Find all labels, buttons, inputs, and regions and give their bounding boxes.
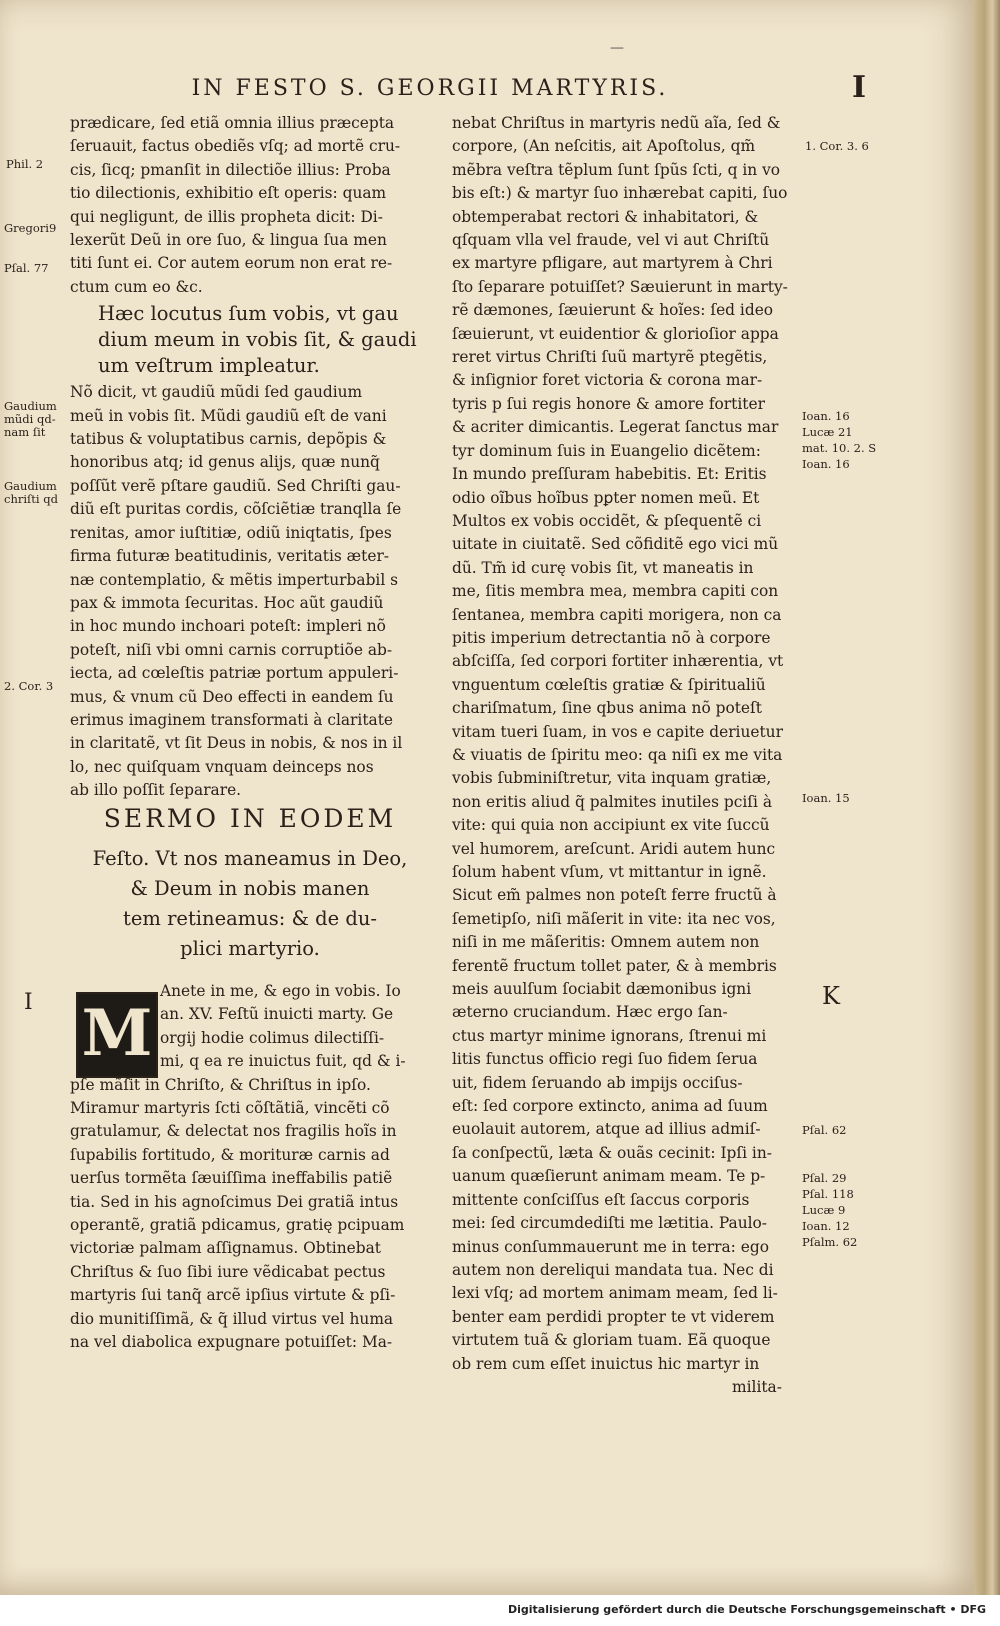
margin-note-ioan16a: Ioan. 16 <box>802 409 850 423</box>
text-line: ctus martyr minime ignorans, ſtrenui mi <box>452 1026 767 1045</box>
margin-note-psal118: Pſal. 118 <box>802 1187 854 1201</box>
text-line: Chriſtus & ſuo ſibi iure vẽdicabat pectus <box>70 1262 386 1281</box>
text-line: ſeruauit, factus obediẽs vſq; ad mortẽ cru- <box>70 137 401 156</box>
text-line: niſi in me mãſeritis: Omnem autem non <box>452 933 760 952</box>
text-line: ferentẽ fructum tollet pater, & à membris <box>452 956 777 975</box>
text-line: benter eam perdidi propter te vt viderem <box>452 1307 775 1326</box>
text-line: plici martyrio. <box>180 937 320 960</box>
text-line: poteſt, niſi vbi omni carnis corruptiõe ab- <box>70 640 393 659</box>
text-line: autem non dereliqui mandata tua. Nec di <box>452 1260 774 1279</box>
text-line: næ contemplatio, & mẽtis imperturbabil s <box>70 570 399 589</box>
text-line: uanum quæſierunt animam meam. Te p- <box>452 1167 766 1186</box>
note-line: mũdi qd- <box>4 412 56 426</box>
text-line: qui negligunt, de illis propheta dicit: Di- <box>70 207 383 226</box>
text-line: lexerũt Deũ in ore ſuo, & lingua ſua men <box>70 231 387 250</box>
text-line: orgij hodie colimus dilectiſſi- <box>160 1028 385 1047</box>
text-line: tyris p ſui regis honore & amore fortiter <box>452 394 765 413</box>
text-line: meis auulſum ſociabit dæmonibus igni <box>452 980 752 999</box>
text-line: virtutem tuã & gloriam tuam. Eã quoque <box>452 1331 771 1350</box>
text-line: poſſũt verẽ pſtare gaudiũ. Sed Chriſti gau- <box>70 476 401 495</box>
text-line: reret virtus Chriſti ſuũ martyrẽ ptegẽtis, <box>452 348 768 367</box>
text-line: um veſtrum impleatur. <box>98 354 320 378</box>
text-line: vobis ſubminiſtretur, vita inquam gratiæ, <box>452 769 772 788</box>
scripture-quote <box>70 301 430 379</box>
text-line: Anete in me, & ego in vobis. Io <box>160 982 401 1000</box>
text-line: vitam tueri ſuam, in vos e capite deriuetur <box>452 722 783 741</box>
text-line: ſæuierunt, vt euidentior & glorioſior appa <box>452 324 779 343</box>
margin-note-phil: Phil. 2 <box>6 157 44 171</box>
sermo-title: SERMO IN EODEM <box>103 804 397 833</box>
left-column <box>70 112 430 803</box>
text-line: titi ſunt ei. Cor autem eorum non erat re- <box>70 254 393 273</box>
signature-letter-K: K <box>822 982 840 1010</box>
text-line: euolauit autorem, atque ad illius admiſ- <box>452 1120 761 1139</box>
sermo-heading-block <box>70 802 430 964</box>
margin-note-ioan12: Ioan. 12 <box>802 1219 850 1233</box>
initial-letter: M <box>81 996 153 1071</box>
margin-note-cor3: 2. Cor. 3 <box>4 679 54 693</box>
text-line: qſquam vlla vel fraude, vel vi aut Chriſtũ <box>452 231 770 250</box>
text-line: ſentanea, membra capiti morigera, non ca <box>452 605 782 624</box>
text-line: prædicare, ſed etiã omnia illius præcepta <box>70 114 395 132</box>
text-line: me, ſitis membra mea, membra capiti con <box>452 582 779 601</box>
text-line: renitas, amor iuſtitiæ, odiũ iniqtatis, ſpes <box>70 523 392 542</box>
catchword: milita- <box>732 1377 782 1396</box>
margin-note-matt: mat. 10. 2. S <box>802 441 877 455</box>
right-column <box>452 112 797 1399</box>
text-line: pitis imperium detrectantia nõ à corpore <box>452 628 771 647</box>
text-line: pax & immota ſecuritas. Hoc aũt gaudiũ <box>70 593 384 612</box>
text-line: tio dilectionis, exhibitio eſt operis: quam <box>70 184 387 203</box>
text-line: ab illo poſſit ſeparare. <box>70 781 242 800</box>
text-line: tyr dominum ſuis in Euangelio dicẽtem: <box>452 441 761 460</box>
text-line: obtemperabat rectori & inhabitatori, & <box>452 207 759 226</box>
text-line: honoribus atq; id genus alijs, quæ nunq̃ <box>70 453 380 472</box>
text-line: ſolum habent vſum, vt mittantur in ignẽ. <box>452 863 767 881</box>
sermo-body <box>70 1074 430 1355</box>
note-line: Gaudium <box>4 399 57 413</box>
page-edge <box>974 0 1000 1595</box>
text-line: mi, q ea re inuictus fuit, qd & i- <box>160 1052 406 1071</box>
left-paragraph-2 <box>70 381 430 802</box>
margin-note-psal77: Pſal. 77 <box>4 261 49 275</box>
text-line: minus conſummauerunt me in terra: ego <box>452 1237 769 1256</box>
text-line: operantẽ, gratiã pdicamus, gratię pcipuam <box>70 1216 405 1235</box>
note-line: nam ſit <box>4 425 46 439</box>
running-head: IN FESTO S. GEORGII MARTYRIS. <box>191 76 669 101</box>
text-line: uitate in ciuitatẽ. Sed cõfiditẽ ego vici mũ <box>452 535 779 554</box>
text-line: gratulamur, & delectat nos fragilis hoĩs in <box>70 1122 397 1141</box>
text-line: dio munitiſſimã, & q̃ illud virtus vel huma <box>70 1309 394 1328</box>
text-line: mittente conſciſſus eſt ſaccus corporis <box>452 1190 750 1209</box>
margin-note-lucae21: Lucæ 21 <box>802 425 853 439</box>
text-line: tatibus & voluptatibus carnis, depõpis & <box>70 430 387 449</box>
text-line: Nõ dicit, vt gaudiũ mũdi ſed gaudium <box>70 383 363 402</box>
text-line: in claritatẽ, vt ſit Deus in nobis, & nos in il <box>70 734 403 753</box>
text-line: abſciſſa, ſed corpori fortiter inhærentia, vt <box>452 652 784 671</box>
text-line: ex martyre pfligare, aut martyrem à Chri <box>452 254 773 273</box>
text-line: ctum cum eo &c. <box>70 277 203 296</box>
text-line: In mundo preſſuram habebitis. Et: Eritis <box>452 465 767 484</box>
text-line: lexi vſq; ad mortem animam meam, ſed li- <box>452 1284 778 1303</box>
text-line: mẽbra veſtra tẽplum ſunt ſpũs ſcti, q in vo <box>452 160 781 179</box>
footer-credit: Digitalisierung gefördert durch die Deutsche Forschungsgemeinschaft • DFG <box>507 1603 986 1616</box>
text-line: tem retineamus: & de du- <box>123 907 377 930</box>
text-line: in hoc mundo inchoari poteſt: impleri nõ <box>70 617 386 636</box>
text-line: dium meum in vobis ſit, & gaudi <box>98 328 417 352</box>
text-line: Miramur martyris ſcti cõſtãtiã, vincẽti cõ <box>70 1099 390 1117</box>
text-line: ſemetipſo, niſi mãſerit in vite: ita nec vos, <box>452 909 776 928</box>
text-line: æterno cruciandum. Hæc ergo ſan- <box>452 1003 728 1022</box>
text-line: firma futuræ beatitudinis, veritatis æter- <box>70 547 389 566</box>
text-line: mei: ſed circumdediſti me lætitia. Paulo- <box>452 1214 768 1233</box>
text-line: litis functus officio regi ſuo fidem ſerua <box>452 1050 758 1069</box>
text-line: vnguentum cœleſtis gratiæ & ſpiritualiũ <box>452 675 766 694</box>
text-line: non eritis aliud q̃ palmites inutiles pciſi à <box>452 792 772 811</box>
margin-note-gaudium-mundi <box>4 400 57 439</box>
text-line: meũ in vobis ſit. Mũdi gaudiũ eſt de vani <box>70 406 387 425</box>
note-line: chriſti qd <box>4 492 58 506</box>
text-line: mus, & vnum cũ Deo effecti in eandem ſu <box>70 687 394 706</box>
note-line: Gaudium <box>4 479 57 493</box>
signature-letter-I: I <box>24 990 33 1015</box>
text-line: victoriæ palmam aſſignamus. Obtinebat <box>70 1239 381 1258</box>
text-line: cis, ſicq; pmanſit in dilectiõe illius: Proba <box>70 160 391 179</box>
text-line: diũ eſt puritas cordis, cõſciẽtiæ tranqlla ſe <box>70 500 402 519</box>
text-line: uit, fidem ſeruando ab impijs occiſus- <box>452 1073 743 1092</box>
margin-note-psal62: Pſal. 62 <box>802 1123 847 1137</box>
margin-note-lucae9: Lucæ 9 <box>802 1203 846 1217</box>
text-line: & Deum in nobis manen <box>130 877 370 900</box>
text-line: Hæc locutus ſum vobis, vt gau <box>98 302 399 326</box>
text-line: vel humorem, areſcunt. Aridi autem hunc <box>452 839 776 858</box>
text-line: lo, nec quiſquam vnquam deinceps nos <box>70 757 374 776</box>
margin-note-gregorius: Gregori9 <box>4 221 57 235</box>
right-column-lines <box>452 112 797 1376</box>
text-line: na vel diabolica expugnare potuiſſet: Ma- <box>70 1333 393 1352</box>
text-line: Feſto. Vt nos maneamus in Deo, <box>92 847 408 870</box>
margin-note-ioan16b: Ioan. 16 <box>802 457 850 471</box>
text-line: & viuatis de ſpiritu meo: qa niſi ex me vita <box>452 745 783 764</box>
decorated-initial <box>76 992 158 1078</box>
text-line: ob rem cum eſſet inuictus hic martyr in <box>452 1354 760 1373</box>
text-line: eſt: ſed corpore extincto, anima ad ſuum <box>452 1097 768 1116</box>
margin-note-psalm62: Pſalm. 62 <box>802 1235 858 1249</box>
text-line: dũ. Tm̃ id curę vobis ſit, vt maneatis in <box>452 558 754 577</box>
sermo-opening-indented <box>160 980 430 1074</box>
indented-lines <box>160 980 430 1074</box>
text-line: an. XV. Feſtũ inuicti marty. Ge <box>160 1005 394 1024</box>
text-line: corpore, (An neſcitis, ait Apoſtolus, qm̃ <box>452 137 756 156</box>
text-line: nebat Chriſtus in martyris nedũ aĩa, ſed & <box>452 114 781 132</box>
text-line: ſupabilis fortitudo, & morituræ carnis ad <box>70 1145 390 1164</box>
text-line: & acriter dimicantis. Legerat ſanctus mar <box>452 418 779 437</box>
margin-note-cor: 1. Cor. 3. 6 <box>805 139 869 153</box>
left-paragraph-1 <box>70 112 430 299</box>
text-line: bis eſt:) & martyr ſuo inhærebat capiti, ſuo <box>452 184 788 203</box>
text-line: odio oĩbus hoĩbus pꝑter nomen meũ. Et <box>452 488 760 507</box>
text-line: uerſus tormẽta ſæuiſſima ineffabilis patiẽ <box>70 1169 393 1188</box>
text-line: iecta, ad cœleſtis patriæ portum appuleri- <box>70 664 399 683</box>
margin-note-psal29: Pſal. 29 <box>802 1171 847 1185</box>
digitization-footer <box>0 1595 1000 1626</box>
text-line: ſto ſeparare potuiſſet? Sæuierunt in marty- <box>452 277 788 296</box>
text-line: erimus imaginem transformati à claritate <box>70 710 393 729</box>
text-line: ſa conſpectũ, læta & ouãs cecinit: Ipſi in- <box>452 1143 772 1162</box>
text-line: rẽ dæmones, ſæuierunt & hoĩes: ſed ideo <box>452 301 774 320</box>
text-line: tia. Sed in his agnoſcimus Dei gratiã intus <box>70 1192 399 1211</box>
folio-number: I <box>852 70 867 105</box>
sermo-body-lines <box>70 1074 430 1355</box>
text-line: chariſmatum, ſine qbus anima nõ poteſt <box>452 699 762 718</box>
text-line: Multos ex vobis occidẽt, & pſequentẽ ci <box>452 511 762 530</box>
margin-note-ioan15: Ioan. 15 <box>802 791 850 805</box>
sermo-subtitle <box>70 844 430 964</box>
text-line: Sicut em̃ palmes non poteſt ferre fructũ à <box>452 886 777 905</box>
margin-note-gaudium-christi <box>4 480 58 506</box>
text-line: vite: qui quia non accipiunt ex vite ſuccũ <box>452 816 770 835</box>
text-line: martyris ſui tanq̃ arcẽ ipſius virtute & pſi- <box>70 1286 396 1305</box>
top-mark: — <box>610 40 624 56</box>
text-line: pſe mãſit in Chriſto, & Chriſtus in ipſo. <box>70 1075 371 1094</box>
text-line: & inſignior foret victoria & corona mar- <box>452 371 763 390</box>
